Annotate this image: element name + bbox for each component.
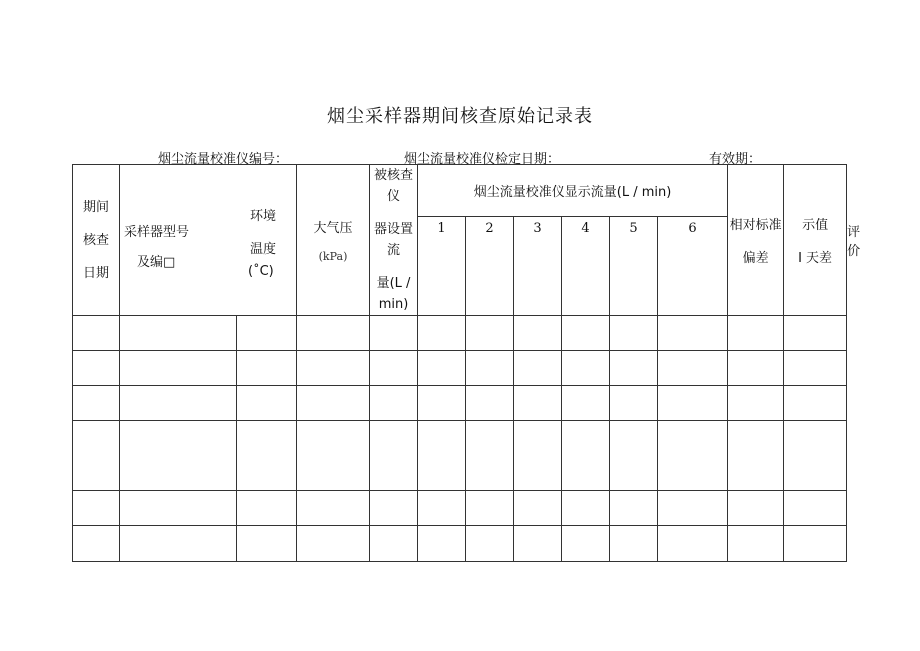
table-cell[interactable]: [297, 386, 370, 421]
page-title: 烟尘采样器期间核查原始记录表: [327, 106, 593, 127]
table-cell[interactable]: [73, 386, 120, 421]
instrument-number-label: 烟尘流量校准仪编号：: [158, 152, 289, 167]
table-cell[interactable]: [658, 316, 728, 351]
header-model-no: 及编□: [137, 255, 176, 270]
header-model-env: [120, 165, 297, 316]
table-cell[interactable]: [562, 316, 610, 351]
table-cell[interactable]: [658, 491, 728, 526]
table-cell[interactable]: [562, 421, 610, 491]
header-temp: 温度: [250, 242, 277, 257]
table-cell[interactable]: [610, 386, 658, 421]
table-cell[interactable]: [514, 386, 562, 421]
table-cell[interactable]: [73, 421, 120, 491]
table-cell[interactable]: [728, 386, 784, 421]
table-cell[interactable]: [466, 421, 514, 491]
table-row: [73, 421, 847, 491]
table-row: [73, 491, 847, 526]
table-cell[interactable]: [370, 316, 418, 351]
table-cell[interactable]: [418, 526, 466, 562]
table-cell[interactable]: [784, 351, 847, 386]
table-cell[interactable]: [784, 421, 847, 491]
table-cell[interactable]: [562, 351, 610, 386]
table-cell[interactable]: [418, 386, 466, 421]
flow-col-6: 6: [658, 217, 728, 316]
table-cell[interactable]: [728, 526, 784, 562]
header-pressure: 大气压 (kPa): [297, 165, 370, 316]
table-cell[interactable]: [466, 351, 514, 386]
table-cell[interactable]: [418, 491, 466, 526]
table-cell[interactable]: [297, 421, 370, 491]
table-cell[interactable]: [784, 491, 847, 526]
table-cell[interactable]: [784, 526, 847, 562]
header-model: 采样器型号: [124, 225, 190, 240]
calibration-date-label: 烟尘流量校准仪检定日期：: [404, 152, 561, 167]
table-cell[interactable]: [610, 316, 658, 351]
table-cell[interactable]: [370, 491, 418, 526]
header-date: 期间 核查 日期: [73, 165, 120, 316]
table-cell[interactable]: [237, 386, 297, 421]
table-cell[interactable]: [73, 526, 120, 562]
table-cell[interactable]: [728, 351, 784, 386]
table-cell[interactable]: [466, 386, 514, 421]
table-cell[interactable]: [73, 491, 120, 526]
table-cell[interactable]: [120, 386, 237, 421]
table-cell[interactable]: [297, 351, 370, 386]
table-cell[interactable]: [514, 526, 562, 562]
table-cell[interactable]: [237, 351, 297, 386]
flow-col-2: 2: [466, 217, 514, 316]
table-row: [73, 386, 847, 421]
table-cell[interactable]: [120, 526, 237, 562]
table-cell[interactable]: [418, 351, 466, 386]
table-cell[interactable]: [610, 351, 658, 386]
table-cell[interactable]: [370, 421, 418, 491]
table-cell[interactable]: [610, 526, 658, 562]
table-cell[interactable]: [514, 421, 562, 491]
table-cell[interactable]: [658, 526, 728, 562]
validity-label: 有效期：: [709, 152, 762, 167]
header-temp-unit: (˚C): [248, 264, 274, 279]
table-cell[interactable]: [658, 386, 728, 421]
table-cell[interactable]: [297, 526, 370, 562]
table-cell[interactable]: [514, 316, 562, 351]
table-row: [73, 351, 847, 386]
table-cell[interactable]: [562, 491, 610, 526]
table-cell[interactable]: [466, 526, 514, 562]
table-cell[interactable]: [237, 421, 297, 491]
table-cell[interactable]: [610, 491, 658, 526]
table-cell[interactable]: [120, 316, 237, 351]
table-cell[interactable]: [728, 421, 784, 491]
table-cell[interactable]: [514, 491, 562, 526]
table-row: [73, 526, 847, 562]
record-table: 期间 核查 日期 采样器型号 及编□ 环境 温度 (˚C) 大气压 (kPa) 被核查仪 器设置流 量(L / min) 烟尘流量校准仪显示流量(L / min) 相对标准 偏差 示值 I 天差 评价 1 2 3 4 5 6: [72, 164, 847, 562]
table-cell[interactable]: [610, 421, 658, 491]
header-set-flow: 被核查仪 器设置流 量(L / min): [370, 165, 418, 316]
table-cell[interactable]: [73, 351, 120, 386]
flow-col-3: 3: [514, 217, 562, 316]
table-cell[interactable]: [370, 386, 418, 421]
table-cell[interactable]: [658, 351, 728, 386]
table-cell[interactable]: [514, 351, 562, 386]
table-cell[interactable]: [297, 316, 370, 351]
table-cell[interactable]: [120, 351, 237, 386]
table-cell[interactable]: [237, 491, 297, 526]
table-cell[interactable]: [784, 316, 847, 351]
header-display-flow: 烟尘流量校准仪显示流量(L / min): [418, 165, 728, 217]
table-cell[interactable]: [562, 386, 610, 421]
table-cell[interactable]: [466, 316, 514, 351]
table-cell[interactable]: [418, 421, 466, 491]
table-cell[interactable]: [562, 526, 610, 562]
header-diff: 示值 I 天差: [784, 165, 847, 316]
table-cell[interactable]: [784, 386, 847, 421]
table-cell[interactable]: [73, 316, 120, 351]
table-cell[interactable]: [728, 316, 784, 351]
table-cell[interactable]: [370, 351, 418, 386]
header-env: 环境: [250, 209, 277, 224]
table-row: [73, 316, 847, 351]
table-cell[interactable]: [297, 491, 370, 526]
table-cell[interactable]: [658, 421, 728, 491]
table-cell[interactable]: [728, 491, 784, 526]
header-rsd: 相对标准 偏差: [728, 165, 784, 316]
flow-col-5: 5: [610, 217, 658, 316]
flow-col-4: 4: [562, 217, 610, 316]
table-cell[interactable]: [370, 526, 418, 562]
table-cell[interactable]: [120, 421, 237, 491]
table-cell[interactable]: [466, 491, 514, 526]
table-cell[interactable]: [120, 491, 237, 526]
flow-col-1: 1: [418, 217, 466, 316]
table-cell[interactable]: [418, 316, 466, 351]
table-cell[interactable]: [237, 526, 297, 562]
table-cell[interactable]: [237, 316, 297, 351]
